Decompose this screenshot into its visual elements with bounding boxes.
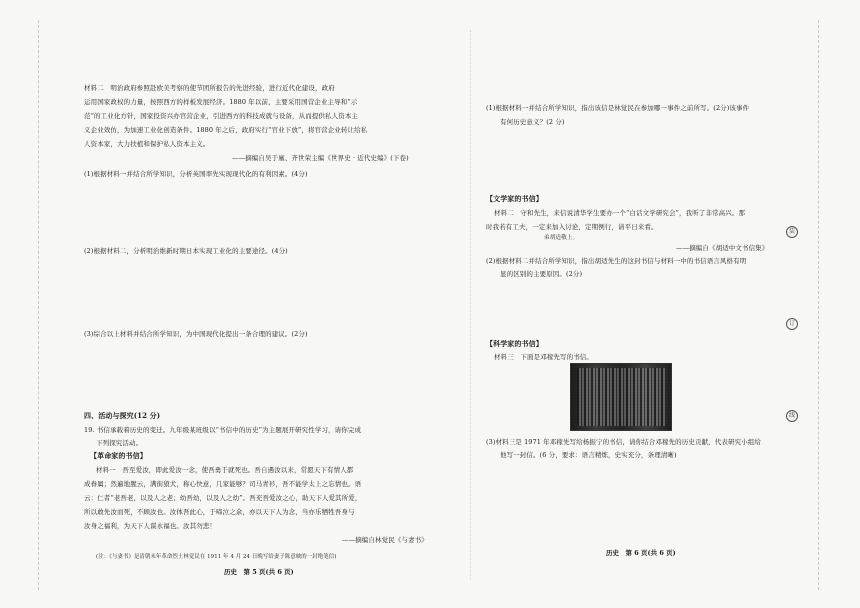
footnote: (注：《与妻书》是清朝末年革命烈士林觉民在 1911 年 4 月 24 日晚写给妻子陈意映的一封绝笔信) — [96, 554, 337, 560]
right-question-3-line-1: (3)材料三是 1971 年邓稼先写给杨振宁的书信，请你结合邓稼先的历史贡献，代表研究小组给 — [486, 438, 761, 446]
material-1-line-2: 成眷属；然遍地腥云，满街狼犬，称心快意，几家能够？司马青衫，吾不能学太上之忘情也。语 — [84, 480, 362, 488]
page-5-footer: 历史 第 5 页(共 6 页) — [224, 568, 294, 576]
question-2: (2)根据材料二，分析明治维新时期日本实现工业化的主要途径。(4分) — [84, 247, 288, 255]
right-question-1-line-2: 有何历史意义？(2 分) — [500, 118, 565, 126]
right-question-2-line-1: (2)根据材料二并结合所学知识，指出胡适先生的这封书信与材料一中的书信语言风格有明 — [486, 257, 747, 265]
scientist-letter-heading: 【科学家的书信】 — [486, 339, 543, 348]
material-1-line-4: 所以敢先汝而死，不顾汝也。汝体吾此心，于啼泣之余，亦以天下人为念，当亦乐牺牲吾身与 — [84, 508, 355, 516]
material-2-line-5: 人资本家，大力扶植和保护私人资本主义。 — [84, 140, 210, 148]
material-1-source: ——摘编自林觉民《与妻书》 — [342, 536, 428, 544]
deng-jiaxian-letter-image — [570, 363, 672, 431]
section-4-heading: 四、活动与探究(12 分) — [84, 411, 161, 420]
question-3: (3)综合以上材料并结合所学知识，为中国现代化提出一条合理的建议。(2分) — [84, 330, 308, 338]
material-1-line-1: 材料一 吾至爱汝，即此爱汝一念，使吾勇于就死也。吾自遇汝以来，常愿天下有情人都 — [96, 466, 354, 474]
question-19-line-1: 19. 书信承载着历史的变迁。九年级某班级以“书信中的历史”为主题展开研究性学习，请你完成 — [84, 426, 362, 434]
material-2b-line-1: 材料二 守和先生，来信说清华学生要办一个“白话文学研究会”，我听了非常高兴。那 — [494, 209, 746, 217]
material-2-line-2: 运用国家政权的力量，按照西方的样板发展经济。1880 年以前，主要采用国营企业主导和“示 — [84, 98, 358, 106]
question-19-line-2: 下列探究活动。 — [96, 439, 143, 447]
right-question-2-line-2: 显的区别的主要原因。(2分) — [500, 270, 583, 278]
material-2b-line-2: 时我若有工夫，一定来加入讨论，定期例行，请平日来看。 — [486, 223, 658, 231]
binding-hole-2: 订 — [786, 318, 798, 330]
material-2-line-4: 义企业效仿，为加速工业化创造条件。1880 年之后，政府实行“官业下放”，将官营企业转让给私 — [84, 126, 368, 134]
material-2b-source: ——摘编自《胡适中文书信集》 — [676, 244, 769, 252]
material-1-line-5: 汝身之福利，为天下人谋永福也。汝其勿悲！ — [84, 522, 216, 530]
revolutionary-letter-heading: 【革命家的书信】 — [90, 451, 147, 460]
writer-letter-heading: 【文学家的书信】 — [486, 194, 543, 203]
binding-hole-1: 装 — [786, 226, 798, 238]
material-1-line-3: 云：仁者“老吾老，以及人之老；幼吾幼，以及人之幼”。吾充吾爱汝之心，助天下人爱其所爱， — [84, 494, 362, 502]
left-cut-line — [38, 20, 39, 590]
material-2-line-3: 范”的工业化方针，国家投资兴办官营企业，引进西方的科技成就与设备，从而提供私人资本主 — [84, 112, 359, 120]
right-question-3-line-2: 他写一封信。(6 分，要求：语言精炼，史实充分，条理清晰) — [500, 451, 677, 459]
right-cut-line — [818, 20, 819, 590]
page-6-footer: 历史 第 6 页(共 6 页) — [606, 549, 676, 557]
material-3-caption: 材料三 下面是邓稼先写的书信。 — [494, 353, 593, 361]
material-2b-signature: 弟胡适敬上。 — [544, 235, 579, 241]
right-question-1-line-1: (1)根据材料一并结合所学知识，指出该信是林觉民在参加哪一事件之前所写。(2分)该事件 — [486, 104, 750, 112]
page-fold-line — [470, 30, 471, 580]
binding-hole-3: 线 — [786, 410, 798, 422]
material-2-line-1: 材料二 明治政府参照赴欧美考察的使节团所报告的先进经验，进行近代化建设，政府 — [84, 84, 335, 92]
question-1: (1)根据材料一并结合所学知识，分析英国率先实现现代化的有利因素。(4分) — [84, 170, 308, 178]
material-2-source: ——摘编自吴于廑、齐世荣主编《世界史 · 近代史编》(下卷) — [232, 154, 409, 162]
